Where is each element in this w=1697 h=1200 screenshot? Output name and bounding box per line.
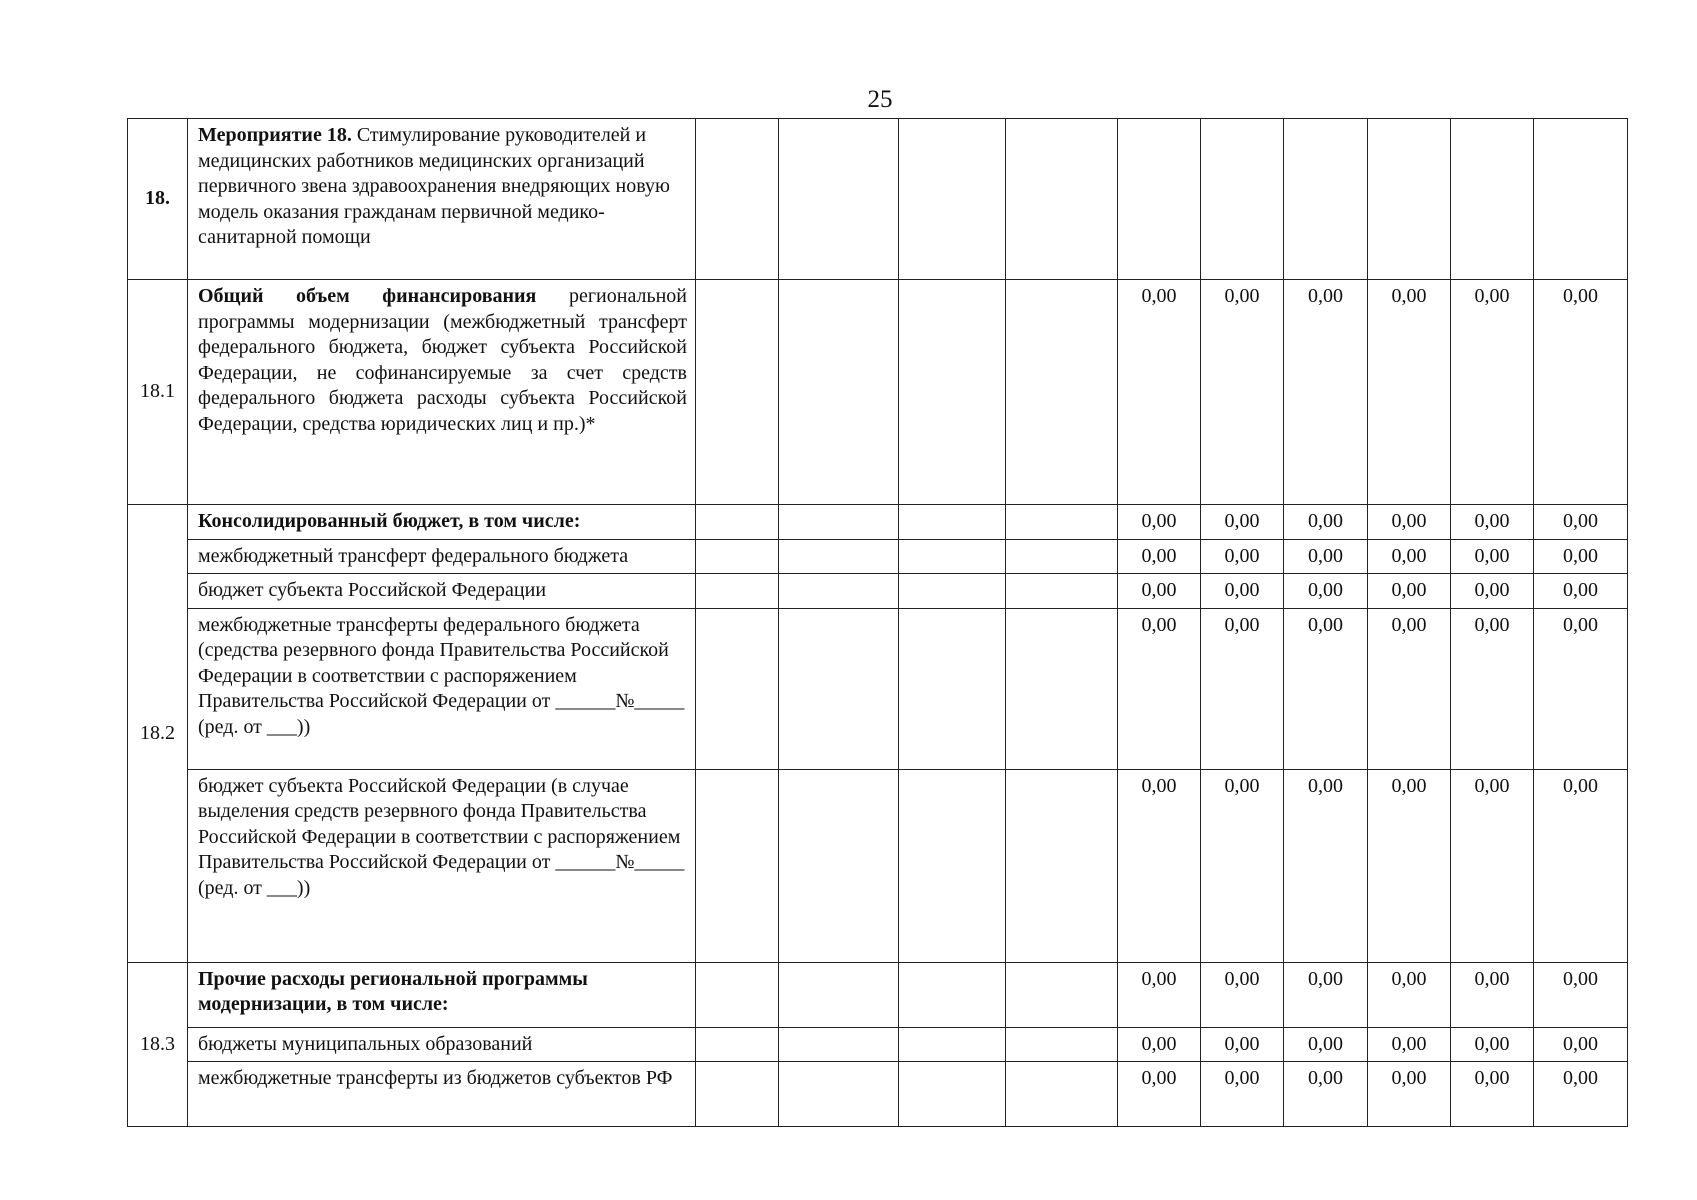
total-funding-label: Общий объем финансирования (198, 285, 537, 307)
budget-table (127, 118, 1628, 1127)
value-cell: 0,00 (1284, 769, 1368, 962)
value-cell: 0,00 (1368, 280, 1451, 505)
empty-cell (1118, 119, 1201, 280)
value-cell: 0,00 (1451, 539, 1534, 574)
table-row (128, 119, 1628, 280)
value-cell: 0,00 (1284, 574, 1368, 609)
row-description: бюджет субъекта Российской Федерации (в случае выделения средств резервного фонда Правительства Российской Федерации в соответствии с распоряжением Правительства Российской Федерации от ______№_____ (ред. от ___)) (188, 769, 696, 962)
measure-title: Мероприятие 18. (198, 124, 352, 146)
row-description: межбюджетный трансферт федерального бюджета (188, 539, 696, 574)
value-cell: 0,00 (1284, 608, 1368, 769)
empty-cell (899, 280, 1006, 505)
value-cell: 0,00 (1368, 1027, 1451, 1062)
empty-cell (779, 539, 899, 574)
value-cell: 0,00 (1201, 962, 1284, 1027)
value-cell: 0,00 (1534, 505, 1628, 540)
empty-cell (779, 280, 899, 505)
empty-cell (779, 1027, 899, 1062)
empty-cell (779, 505, 899, 540)
empty-cell (1006, 769, 1118, 962)
empty-cell (696, 505, 779, 540)
empty-cell (1368, 119, 1451, 280)
value-cell: 0,00 (1284, 1062, 1368, 1127)
value-cell: 0,00 (1201, 280, 1284, 505)
table-row (128, 962, 1628, 1027)
value-cell: 0,00 (1451, 505, 1534, 540)
empty-cell (696, 539, 779, 574)
value-cell: 0,00 (1534, 608, 1628, 769)
empty-cell (1534, 119, 1628, 280)
table-row (128, 574, 1628, 609)
empty-cell (696, 119, 779, 280)
empty-cell (899, 505, 1006, 540)
row-description: Консолидированный бюджет, в том числе: (188, 505, 696, 540)
value-cell: 0,00 (1284, 1027, 1368, 1062)
empty-cell (779, 962, 899, 1027)
total-funding-text: региональной программы модернизации (межбюджетный трансферт федерального бюджета, бюджет субъекта Российской Федерации, не софинансируемые за счет средств федерального бюджета расходы субъекта Российской Федерации, средства юридических лиц и пр.)* (198, 285, 687, 435)
empty-cell (1451, 119, 1534, 280)
empty-cell (899, 962, 1006, 1027)
measure-text: Стимулирование руководителей и медицинских работников медицинских организаций первичного звена здравоохранения внедряющих новую модель оказания гражданам первичной медико-санитарной помощи (198, 124, 670, 248)
empty-cell (1284, 119, 1368, 280)
value-cell: 0,00 (1284, 505, 1368, 540)
row-description: Прочие расходы региональной программы модернизации, в том числе: (188, 962, 696, 1027)
empty-cell (1006, 1062, 1118, 1127)
empty-cell (1006, 119, 1118, 280)
value-cell: 0,00 (1368, 505, 1451, 540)
value-cell: 0,00 (1118, 1062, 1201, 1127)
value-cell: 0,00 (1451, 769, 1534, 962)
row-description: бюджеты муниципальных образований (188, 1027, 696, 1062)
row-number: 18. (128, 119, 188, 280)
empty-cell (899, 769, 1006, 962)
empty-cell (1201, 119, 1284, 280)
empty-cell (899, 1062, 1006, 1127)
value-cell: 0,00 (1284, 280, 1368, 505)
value-cell: 0,00 (1118, 962, 1201, 1027)
table-row (128, 505, 1628, 540)
value-cell: 0,00 (1368, 574, 1451, 609)
value-cell: 0,00 (1534, 574, 1628, 609)
empty-cell (696, 574, 779, 609)
value-cell: 0,00 (1451, 608, 1534, 769)
empty-cell (696, 769, 779, 962)
value-cell: 0,00 (1534, 1027, 1628, 1062)
row-number: 18.1 (128, 280, 188, 505)
value-cell: 0,00 (1201, 1027, 1284, 1062)
empty-cell (1006, 962, 1118, 1027)
value-cell: 0,00 (1118, 608, 1201, 769)
empty-cell (899, 119, 1006, 280)
empty-cell (696, 962, 779, 1027)
row-description: бюджет субъекта Российской Федерации (188, 574, 696, 609)
table-row (128, 608, 1628, 769)
empty-cell (1006, 505, 1118, 540)
empty-cell (1006, 1027, 1118, 1062)
empty-cell (1006, 280, 1118, 505)
value-cell: 0,00 (1284, 539, 1368, 574)
empty-cell (779, 608, 899, 769)
empty-cell (696, 1027, 779, 1062)
row-number: 18.3 (128, 962, 188, 1127)
value-cell: 0,00 (1451, 1027, 1534, 1062)
value-cell: 0,00 (1534, 539, 1628, 574)
value-cell: 0,00 (1368, 539, 1451, 574)
empty-cell (696, 280, 779, 505)
value-cell: 0,00 (1368, 608, 1451, 769)
empty-cell (779, 769, 899, 962)
value-cell: 0,00 (1368, 769, 1451, 962)
value-cell: 0,00 (1451, 1062, 1534, 1127)
value-cell: 0,00 (1201, 769, 1284, 962)
empty-cell (899, 539, 1006, 574)
table-row (128, 769, 1628, 962)
empty-cell (1006, 539, 1118, 574)
value-cell: 0,00 (1368, 962, 1451, 1027)
empty-cell (696, 1062, 779, 1127)
table-row (128, 280, 1628, 505)
table-row (128, 1027, 1628, 1062)
row-description: межбюджетные трансферты федерального бюджета (средства резервного фонда Правительства Российской Федерации в соответствии с распоряжением Правительства Российской Федерации от ______№_____ (ред. от ___)) (188, 608, 696, 769)
row-description (188, 280, 696, 505)
value-cell: 0,00 (1451, 280, 1534, 505)
empty-cell (779, 119, 899, 280)
empty-cell (899, 608, 1006, 769)
value-cell: 0,00 (1118, 1027, 1201, 1062)
value-cell: 0,00 (1284, 962, 1368, 1027)
row-number: 18.2 (128, 505, 188, 963)
empty-cell (779, 574, 899, 609)
empty-cell (1006, 608, 1118, 769)
empty-cell (1006, 574, 1118, 609)
value-cell: 0,00 (1368, 1062, 1451, 1127)
table-row (128, 539, 1628, 574)
value-cell: 0,00 (1201, 608, 1284, 769)
value-cell: 0,00 (1534, 962, 1628, 1027)
page-number: 25 (867, 86, 893, 113)
value-cell: 0,00 (1534, 280, 1628, 505)
value-cell: 0,00 (1201, 505, 1284, 540)
value-cell: 0,00 (1201, 539, 1284, 574)
value-cell: 0,00 (1118, 539, 1201, 574)
table-row (128, 1062, 1628, 1127)
value-cell: 0,00 (1534, 1062, 1628, 1127)
row-description (188, 119, 696, 280)
value-cell: 0,00 (1451, 962, 1534, 1027)
value-cell: 0,00 (1201, 574, 1284, 609)
empty-cell (779, 1062, 899, 1127)
value-cell: 0,00 (1118, 280, 1201, 505)
value-cell: 0,00 (1118, 505, 1201, 540)
value-cell: 0,00 (1118, 769, 1201, 962)
empty-cell (899, 574, 1006, 609)
value-cell: 0,00 (1118, 574, 1201, 609)
value-cell: 0,00 (1451, 574, 1534, 609)
empty-cell (899, 1027, 1006, 1062)
row-description: межбюджетные трансферты из бюджетов субъектов РФ (188, 1062, 696, 1127)
value-cell: 0,00 (1201, 1062, 1284, 1127)
value-cell: 0,00 (1534, 769, 1628, 962)
empty-cell (696, 608, 779, 769)
